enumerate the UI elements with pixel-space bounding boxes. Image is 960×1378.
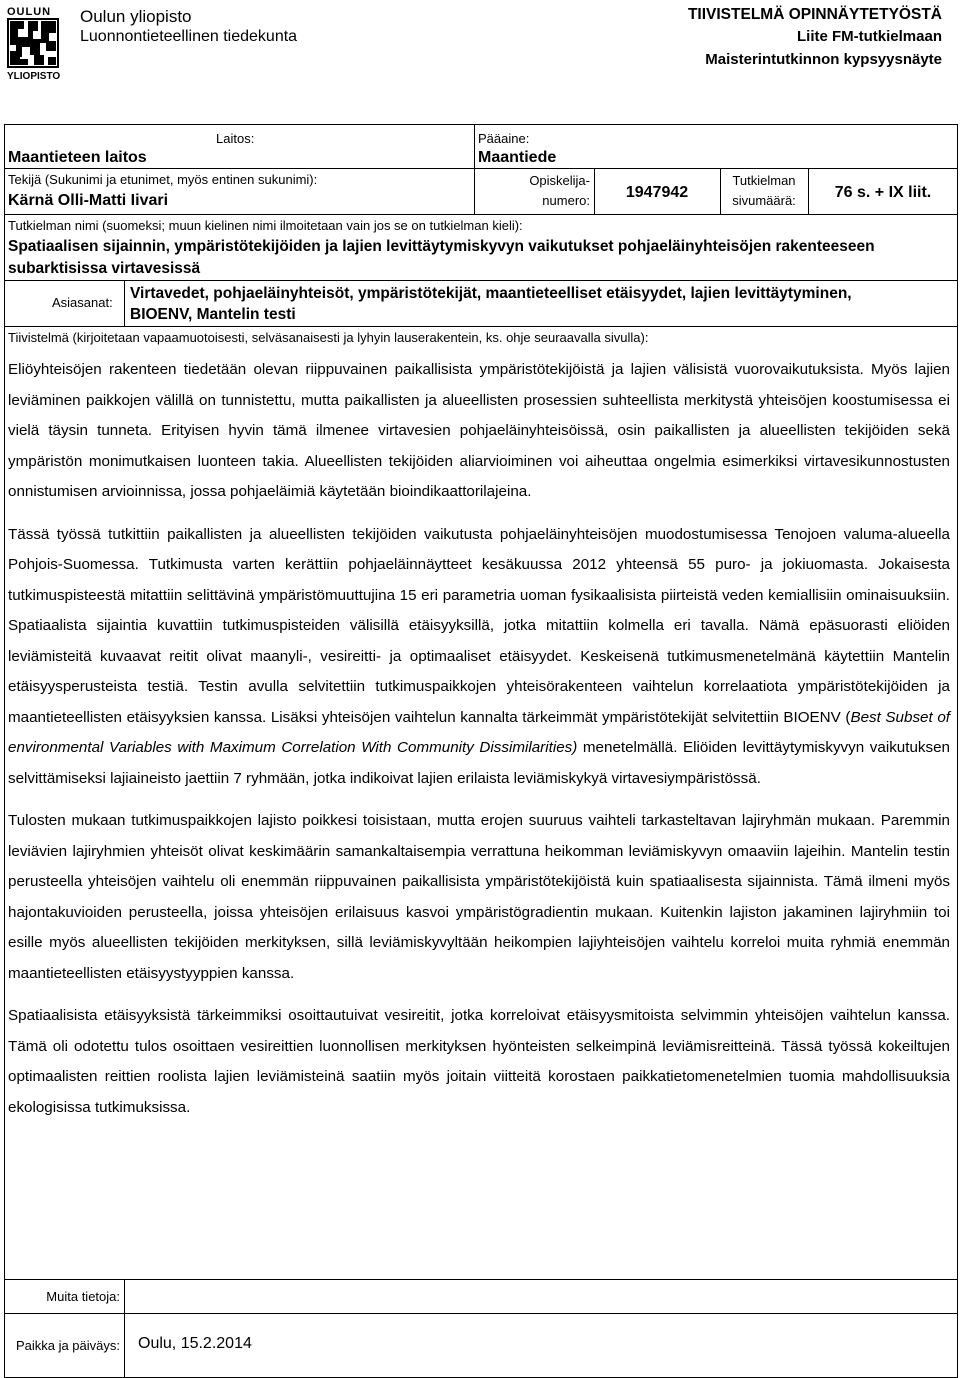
row-divider-1 [4,168,958,169]
form-left-border [4,124,5,1378]
keywords-line-2: BIOENV, Mantelin testi [130,306,296,323]
row-divider-4 [4,326,958,327]
thesis-title-line-2: subarktisissa virtavesissä [8,260,201,277]
page-count-label-1: Tutkielman [732,173,796,188]
abstract-body [8,355,950,1123]
footer-label-divider [124,1279,125,1378]
abstract-label: Tiivistelmä (kirjoitetaan vapaamuotoisesti, selväsanaisesti ja lyhyin lauserakentein, ks. ohje seuraavalla sivulla): [8,330,649,345]
abstract-paragraph-3: Tulosten mukaan tutkimuspaikkojen lajisto poikkesi toisistaan, mutta erojen suuruus vaihteli tarkasteltavan lajiryhmän mukaan. Paremmin leviävien lajiryhmien yhteisöt olivat keskimäärin samankaltaisempia verrattuna heikomman leviämiskyvyn omaaviin lajeihin. Mantelin testin perusteella yhteisöjen vaihtelu oli enemmän riippuvainen paikallisista ympäristötekijöistä kuin spatiaalisesta sijainnista. Tämä ilmeni myös hajontakuvioiden perusteella, joissa yhteisöjen erilaisuus kasvoi ympäristögradientin mukaan. Kuitenkin lajiston jakaminen lajiryhmiin toi esille myös alueellisten tekijöiden merkityksen, sillä leviämiskyvyltään heikompien lajiyhteisöjen vaihtelu korreloi muita ryhmiä enemmän maantieteellisten etäisyystyyppien kanssa. [8,812,950,982]
row-divider-2 [4,214,958,215]
department-value: Maantieteen laitos [8,149,147,166]
author-value: Kärnä Olli-Matti Iivari [8,192,169,209]
logo-text-bottom: YLIOPISTO [7,71,61,82]
abstract-paragraph-2-part-b: menetelmällä. Eliöiden levittäytymiskyvyn vaikutuksen selvittämiseksi lajiaineisto jaettiin 7 ryhmään, jotka indikoivat lajien erilaista leviämiskykyä virtavesiympäristössä. [8,739,950,787]
document-type: TIIVISTELMÄ OPINNÄYTETYÖSTÄ [687,6,942,23]
student-number-value: 1947942 [625,184,689,201]
abstract-bottom-border [4,1279,958,1280]
keywords-divider [124,280,125,326]
row-divider-3 [4,280,958,281]
form-right-border [957,124,958,1378]
form-mid-divider [474,124,475,214]
keywords-label: Asiasanat: [52,295,113,310]
other-info-label: Muita tietoja: [46,1289,120,1304]
student-number-label-2: numero: [542,193,590,208]
major-value: Maantiede [478,149,557,166]
logo-text-top: OULUN [7,6,52,18]
student-number-divider [594,168,595,214]
footer-row-divider [4,1313,958,1314]
maturity-sample-label: Maisterintutkinnon kypsyysnäyte [705,51,942,68]
author-label: Tekijä (Sukunimi ja etunimet, myös entinen sukunimi): [8,172,318,187]
abstract-paragraph-2 [8,520,950,795]
place-date-value: Oulu, 15.2.2014 [138,1335,252,1352]
major-label: Pääaine: [478,131,530,146]
abstract-paragraph-4: Spatiaalisista etäisyyksistä tärkeimmiksi osoittautuivat vesireitit, jotka korreloivat etäisyysmitoista selvimmin yhteisöjen vaihtelun kanssa. Tämä oli odotettu tulos osoittaen vesireittien luonnollisen merkityksen hyönteisten selkeimpinä leviämisreitteinä. Tässä työssä kokeiltujen optimaalisten reittien roolista lajien leviämisteinä saatiin myös joitain viitteitä korostaen paikkatietomenetelmien tuomia mahdollisuuksia ekologisissa tutkimuksissa. [8,1007,950,1116]
place-date-label: Paikka ja päiväys: [15,1338,120,1353]
university-name: Oulun yliopisto [80,7,192,26]
form-top-border [4,124,958,125]
bioenv-expansion: Best Subset of environmental Variables with Maximum Correlation With Community Dissimilarities) [8,708,950,756]
department-label: Laitos: [216,131,255,146]
page-count-divider [720,168,721,214]
keywords-line-1: Virtavedet, pohjaeläinyhteisöt, ympäristötekijät, maantieteelliset etäisyydet, lajien levittäytyminen, [130,285,852,302]
abstract-paragraph-2-part-a: Tässä työssä tutkittiin paikallisten ja alueellisten tekijöiden vaikutusta pohjaeläinyhteisöjen muodostumisessa Tenojoen valuma-alueella Pohjois-Suomessa. Tutkimusta varten kerättiin pohjaeläinnäytteet kesäkuussa 2012 yhteensä 55 puro- ja jokiuomasta. Jokaisesta tutkimuspisteestä mitattiin selittävinä ympäristömuuttujina 15 eri parametria uoman fysikaalisista piirteistä veden kemiallisiin ominaisuuksiin. Spatiaalista sijaintia kuvattiin tutkimuspisteiden välisillä etäisyyksillä, jotka mitattiin kolmella eri tavalla. Nämä epäsuorasti eliöiden leviämisteitä kuvaavat reitit olivat maanyli-, vesireitti- ja optimaaliset etäisyydet. Keskeisenä tutkimusmenetelmänä käytettiin Mantelin etäisyysperusteista testiä. Testin avulla selvitettiin tutkimuspaikkojen yhteisörakenteen vaihtelun korrelaatiota ympäristötekijöiden ja maantieteellisten etäisyyksien kanssa. Lisäksi yhteisöjen vaihtelun kannalta tärkeimmät ympäristötekijät selvitettiin BIOENV ( [8,525,950,726]
appendix-label: Liite FM-tutkielmaan [796,28,942,45]
page-count-value: 76 s. + IX liit. [834,184,932,201]
thesis-title-label: Tutkielman nimi (suomeksi; muun kielinen nimi ilmoitetaan vain jos se on tutkielman kieli): [8,218,523,233]
abstract-paragraph-1: Eliöyhteisöjen rakenteen tiedetään olevan riippuvainen paikallisista ympäristötekijöistä ja lajien välisistä vuorovaikutuksista. Myös lajien leviäminen paikkojen välillä on tunnistettu, mutta paikallisten ja alueellisten prosessien suhteellista merkitystä yhteisöjen koostumisessa ei vielä täysin tunneta. Erityisen hyvin tämä ilmenee virtavesien pohjaeläinyhteisöissä, osin paikallisten ja alueellisten tekijöiden sekä ympäristön monimutkaisen luonteen takia. Alueellisten tekijöiden aliarvioiminen voi aiheuttaa ongelmia esimerkiksi virtavesikunnostusten onnistumisen arvioinnissa, jossa pohjaeläimiä käytetään bioindikaattorilajeina. [8,361,950,500]
student-number-label-1: Opiskelija- [529,173,590,188]
page-count-value-divider [808,168,809,214]
page-count-label-2: sivumäärä: [732,193,796,208]
university-logo [6,4,62,82]
thesis-title-line-1: Spatiaalisen sijainnin, ympäristötekijöiden ja lajien levittäytymiskyvyn vaikutukset pohjaeläinyhteisöjen rakenteeseen [8,238,875,255]
faculty-name: Luonnontieteellinen tiedekunta [80,28,298,45]
